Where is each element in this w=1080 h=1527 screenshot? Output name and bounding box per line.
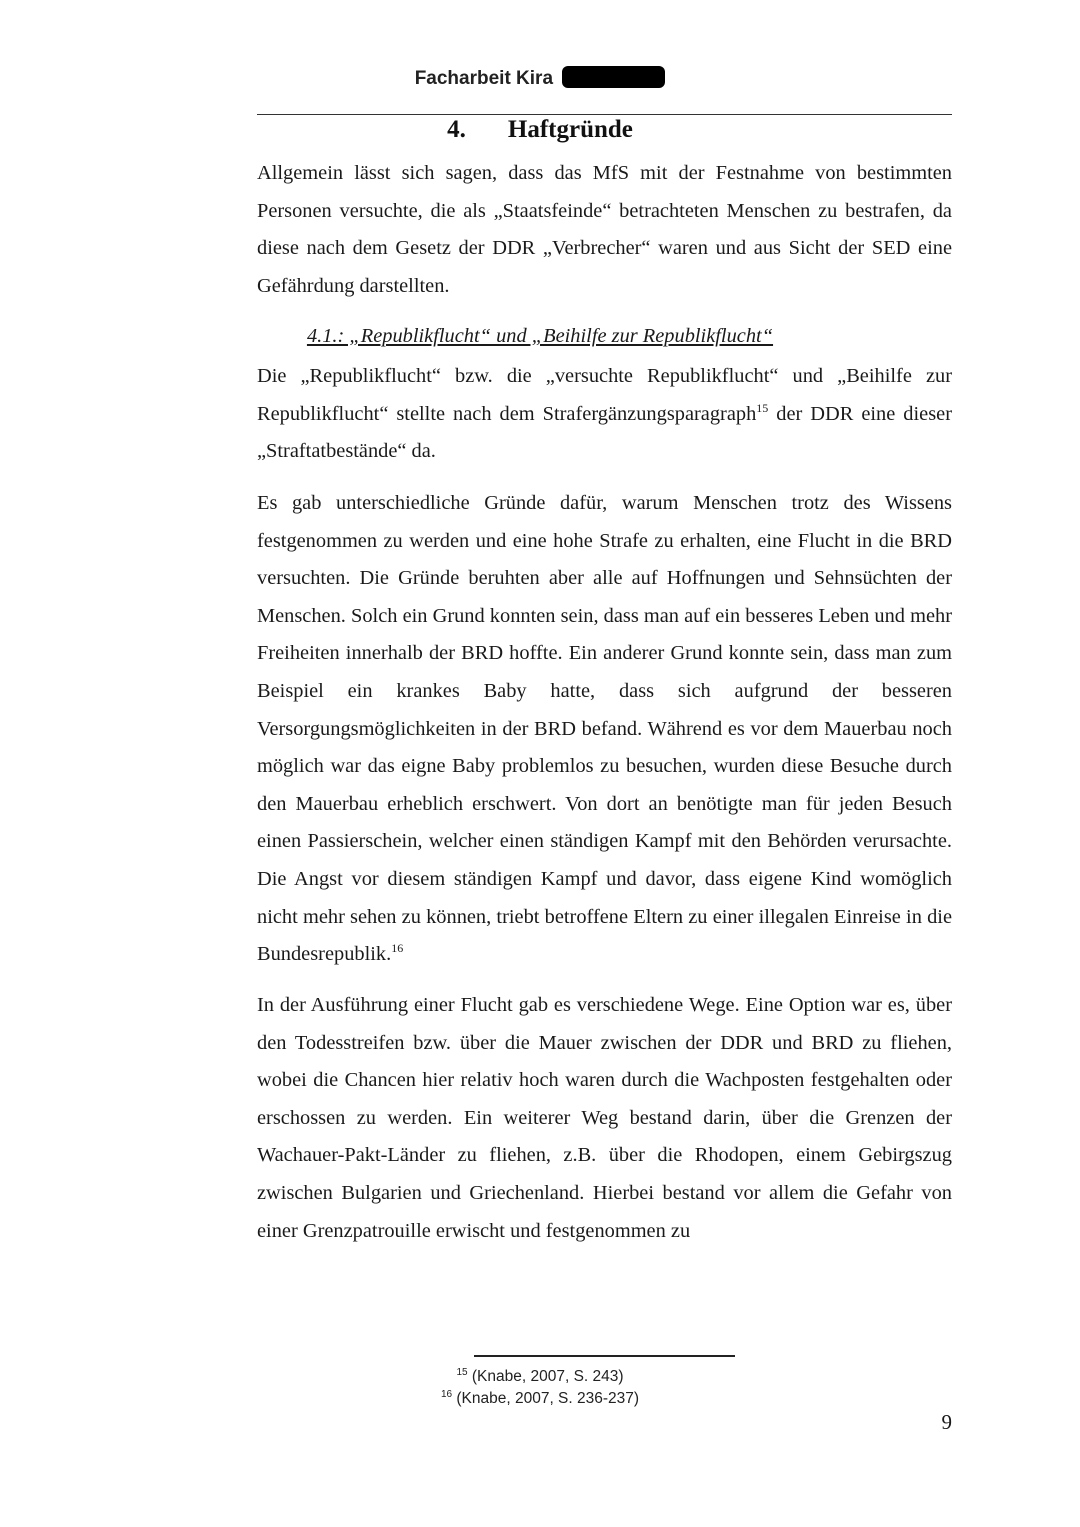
footnote-ref-16: 16 xyxy=(391,941,404,956)
footnote-number: 15 xyxy=(456,1367,468,1378)
paragraph-2-text: Es gab unterschiedliche Gründe dafür, warum Menschen trotz des Wissens festgenommen zu werden und eine hohe Strafe zu erhalten, eine Flucht in die BRD versuchten. Die Gründe beruhten aber alle auf Hoffnungen und Sehnsüchten der Menschen. Solch ein Grund konnten sein, dass man auf ein besseres Leben und mehr Freiheiten innerhalb der BRD hoffte. Ein anderer Grund konnte sein, dass man zum Beispiel ein krankes Baby hatte, dass sich aufgrund der besseren Versorgungsmöglichkeiten in der BRD befand. Während es vor dem Mauerbau noch möglich war das eigne Baby problemlos zu besuchen, wurden diese Besuche durch den Mauerbau erheblich erschwert. Von dort an benötigte man für jeden Besuch einen Passierschein, welcher einen ständigen Kampf mit den Behörden verursachte. Die Angst vor diesem ständigen Kampf und davor, dass eigene Kind womöglich nicht mehr sehen zu können, triebt betroffene Eltern zu einer illegalen Einreise in die Bundesrepublik. xyxy=(257,492,952,966)
section-paragraph-3: In der Ausführung einer Flucht gab es verschiedene Wege. Eine Option war es, über den Todesstreifen bzw. über die Mauer zwischen der DDR und BRD zu fliehen, wobei die Chancen hier relativ hoch waren durch die Wachposten festgehalten oder erschossen zu werden. Ein weiterer Weg bestand darin, über die Grenzen der Wachauer-Pakt-Länder zu fliehen, z.B. über die Rhodopen, einem Gebirgszug zwischen Bulgarien und Griechenland. Hierbei bestand vor allem die Gefahr von einer Grenzpatrouille erwischt und festgenommen zu xyxy=(257,994,952,1242)
paragraph-1-text-a: Die „Republikflucht“ bzw. die „versuchte Republikflucht“ und „Beihilfe zur Republikflucht“ stellte nach dem Strafergänzungsparagraph xyxy=(257,365,952,425)
section-paragraph-2 xyxy=(257,485,952,974)
footnote-text: (Knabe, 2007, S. 243) xyxy=(467,1368,624,1385)
section-paragraph-1 xyxy=(257,358,952,471)
footnote-15 xyxy=(0,1366,1080,1388)
section-heading: 4.1.: „Republikflucht“ und „Beihilfe zur Republikflucht“ xyxy=(306,325,774,347)
intro-paragraph: Allgemein lässt sich sagen, dass das MfS mit der Festnahme von bestimmten Personen versuchte, die als „Staatsfeinde“ betrachteten Menschen zu bestrafen, da diese nach dem Gesetz der DDR „Verbrecher“ waren und aus Sicht der SED eine Gefährdung darstellten. xyxy=(257,162,952,297)
chapter-heading xyxy=(0,116,1080,144)
page-header xyxy=(0,66,1080,90)
header-title: Facharbeit Kira xyxy=(414,68,554,89)
paragraph-1-text-b: der DDR eine dieser „Straftatbestände“ da. xyxy=(257,402,952,463)
footnote-16 xyxy=(0,1388,1080,1410)
redacted-name-bar xyxy=(562,66,665,88)
chapter-number: 4. xyxy=(447,116,466,143)
footnote-ref-15: 15 xyxy=(756,400,769,415)
chapter-title: Haftgründe xyxy=(507,116,633,143)
header-divider xyxy=(257,114,952,115)
footnotes xyxy=(0,1366,1080,1410)
footnote-number: 16 xyxy=(440,1389,453,1400)
footnote-text: (Knabe, 2007, S. 236-237) xyxy=(452,1390,640,1407)
footnote-divider xyxy=(474,1355,735,1357)
page-number: 9 xyxy=(941,1410,952,1434)
